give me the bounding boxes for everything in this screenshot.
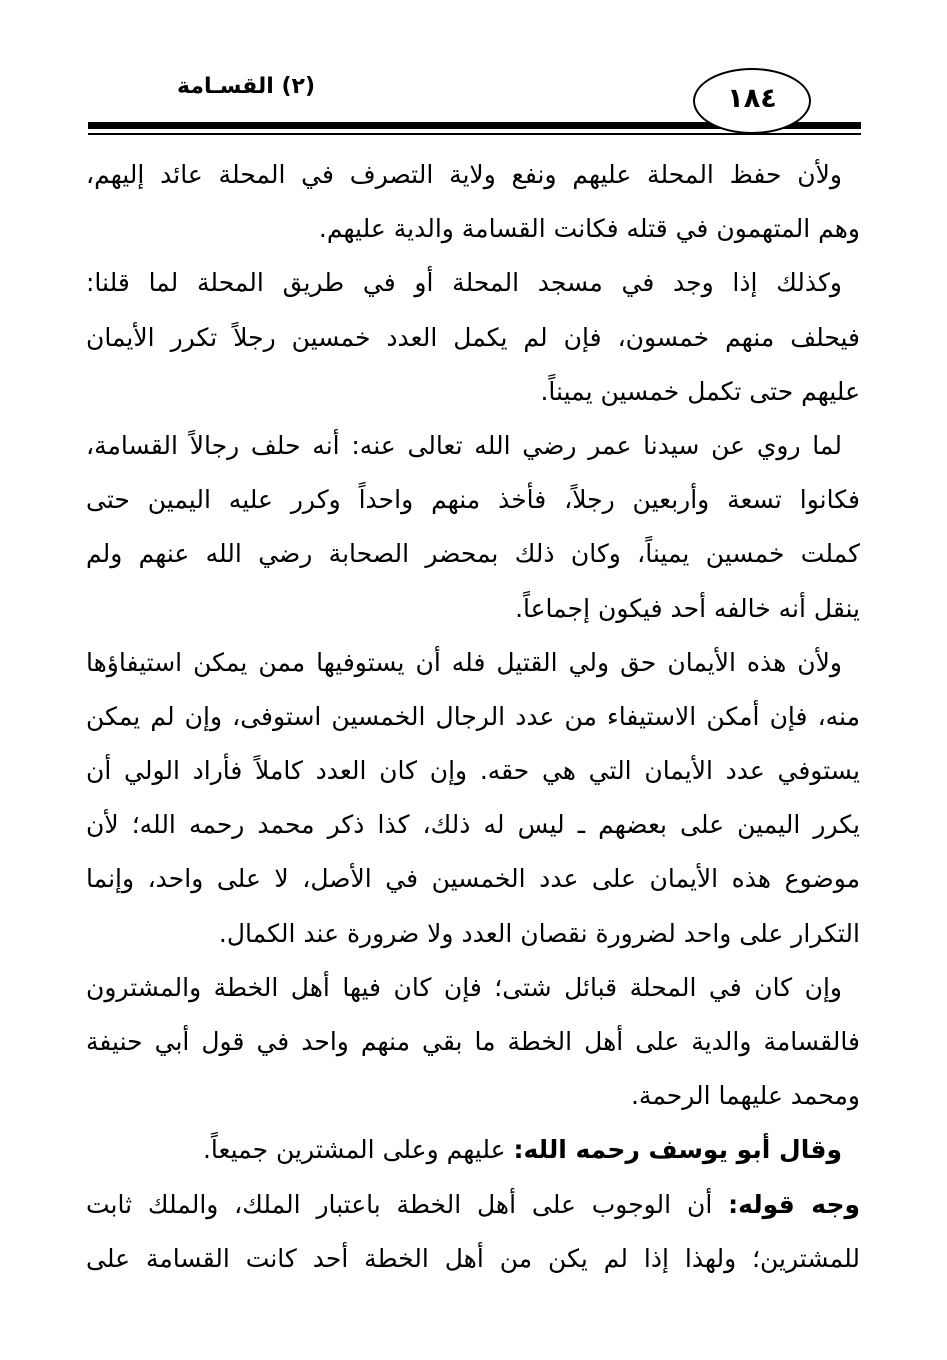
text-line: [86, 1178, 860, 1232]
text-line: وهم المتهمون في قتله فكانت القسامة والدية عليهم.: [318, 214, 860, 244]
body-text: [86, 148, 860, 1286]
text-line: يكرر اليمين على بعضهم ـ ليس له ذلك، كذا ذكر محمد رحمه الله؛ لأن: [86, 810, 860, 840]
text-line-content: عليهم وعلى المشترين جميعاً.: [202, 1135, 506, 1165]
lead-in-abu-yusuf: وقال أبو يوسف رحمه الله:: [513, 1135, 842, 1165]
page-number-oval: [693, 68, 811, 134]
text-line: منه، فإن أمكن الاستيفاء من عدد الرجال الخمسين استوفى، وإن لم يمكن: [86, 701, 860, 731]
text-line: وإن كان في المحلة قبائل شتى؛ فإن كان فيها أهل الخطة والمشترون: [86, 972, 842, 1002]
text-line: عليهم حتى تكمل خمسين يميناً.: [540, 376, 860, 406]
page-number: ١٨٤: [727, 82, 777, 114]
text-line: [86, 1123, 860, 1177]
text-line: موضوع هذه الأيمان على عدد الخمسين في الأصل، لا على واحد، وإنما: [86, 864, 860, 894]
lead-in-wajh-qawlih: وجه قوله:: [728, 1189, 860, 1219]
text-line: ينقل أنه خالفه أحد فيكون إجماعاً.: [515, 593, 860, 623]
text-line: ولأن هذه الأيمان حق ولي القتيل فله أن يستوفيها ممن يمكن استيفاؤها: [86, 647, 842, 677]
text-line: فيحلف منهم خمسون، فإن لم يكمل العدد خمسين رجلاً تكرر الأيمان: [86, 322, 860, 352]
text-line: كملت خمسين يميناً، وكان ذلك بمحضر الصحابة رضي الله عنهم ولم: [86, 539, 860, 569]
text-line: فكانوا تسعة وأربعين رجلاً، فأخذ منهم واحداً وكرر عليه اليمين حتى: [86, 485, 860, 515]
text-line: ومحمد عليهما الرحمة.: [630, 1081, 860, 1111]
text-line: للمشترين؛ ولهذا إذا لم يكن من أهل الخطة أحد كانت القسامة على: [86, 1243, 860, 1273]
text-line: لما روي عن سيدنا عمر رضي الله تعالى عنه: أنه حلف رجالاً القسامة،: [86, 430, 842, 460]
text-line: وكذلك إذا وجد في مسجد المحلة أو في طريق المحلة لما قلنا:: [86, 268, 842, 298]
text-line: التكرار على واحد لضرورة نقصان العدد ولا ضرورة عند الكمال.: [218, 918, 860, 948]
running-header-title: (٢) القسـامة: [177, 74, 315, 99]
text-line-content: أن الوجوب على أهل الخطة باعتبار الملك، والملك ثابت: [86, 1189, 713, 1219]
text-line: فالقسامة والدية على أهل الخطة ما بقي منهم واحد في قول أبي حنيفة: [86, 1027, 860, 1056]
text-line: يستوفي عدد الأيمان التي هي حقه. وإن كان العدد كاملاً فأراد الولي أن: [86, 756, 860, 786]
text-line: ولأن حفظ المحلة عليهم ونفع ولاية التصرف في المحلة عائد إليهم،: [86, 160, 842, 189]
